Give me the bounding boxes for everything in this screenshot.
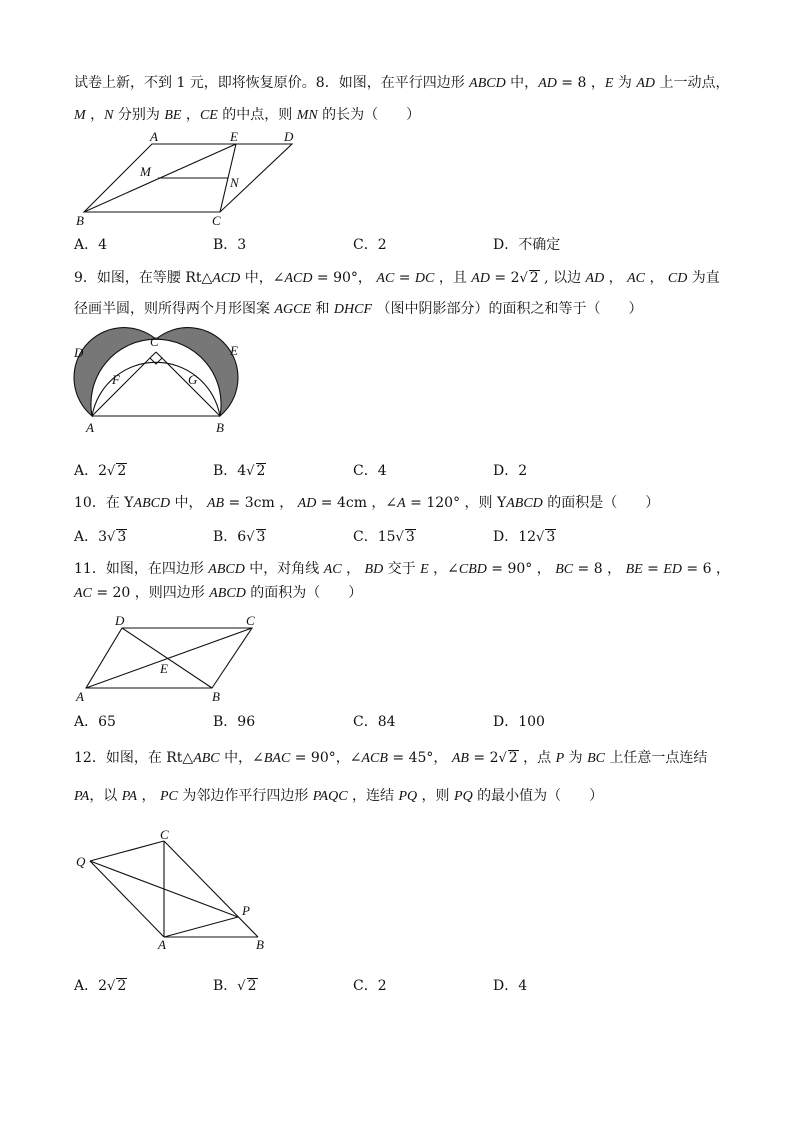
q12-option-b-text: B． <box>213 978 238 994</box>
q12-var: AB <box>451 751 469 766</box>
q10-option-b[interactable] <box>213 527 266 548</box>
q11-var: BE <box>625 562 643 577</box>
q10-text: 的面积是（ ） <box>542 495 660 511</box>
q12-label-b: B <box>256 937 264 952</box>
q12-option-a[interactable] <box>74 976 127 997</box>
q12-label-a: A <box>158 937 166 952</box>
q8-label-c: C <box>212 213 221 228</box>
q8-var: M <box>74 108 86 123</box>
sqrt-icon: √ <box>519 271 528 286</box>
q8-var: CE <box>199 108 218 123</box>
q9-label-g: G <box>188 372 198 387</box>
q12-var: BAC <box>263 751 291 766</box>
q12-text: = 45°， <box>387 750 452 766</box>
q10-var: AB <box>206 496 225 511</box>
q8-option-c[interactable]: C．2 <box>353 237 387 253</box>
q11-text: 中，对角线 <box>244 561 324 577</box>
q9-radicand: 2 <box>529 270 539 286</box>
q10-text: = 120° ，则 Y <box>405 495 507 511</box>
q11-option-a[interactable]: A．65 <box>74 714 116 730</box>
q9-label-e: E <box>230 343 238 358</box>
q11-text: = 6 ， <box>681 561 730 577</box>
q11-var: E <box>420 562 429 577</box>
q12-option-a-text: A．2 <box>74 978 108 994</box>
q8-var: N <box>104 108 114 123</box>
q11-label-b: B <box>212 689 220 704</box>
q9-var: AC <box>627 271 645 286</box>
q11-text: ， <box>341 561 365 577</box>
q11-label-d: D <box>115 613 125 628</box>
q12-text: 的最小值为（ ） <box>472 788 604 804</box>
q11-var: ABCD <box>208 562 245 577</box>
q10-option-d-text: D．12 <box>493 529 537 545</box>
q8-text: 上一动点， <box>655 75 730 91</box>
q9-right-angle-mark <box>150 358 162 364</box>
q9-option-c-text: C．4 <box>353 463 387 479</box>
q12-segment-ap <box>164 917 238 937</box>
q9-text: 9．如图，在等腰 Rt△ <box>74 270 213 286</box>
q8-var: ABCD <box>469 76 506 91</box>
q10-option-c[interactable] <box>353 527 416 548</box>
q11-text: = 90° ， <box>486 561 556 577</box>
q12-segment-qc <box>90 841 164 861</box>
q8-text: ， <box>181 107 200 123</box>
q11-text: 交于 <box>383 561 421 577</box>
q8-label-d: D <box>284 129 294 144</box>
sqrt-icon: √ <box>246 530 255 545</box>
q12-option-a-radicand: 2 <box>117 978 127 994</box>
q9-option-d-text: D．2 <box>493 463 528 479</box>
q12-text: 中，∠ <box>219 750 264 766</box>
q9-text: = <box>394 270 415 286</box>
q10-var: ABCD <box>133 496 171 511</box>
q12-stem-line1 <box>74 748 707 769</box>
q12-var: PQ <box>454 789 473 804</box>
q12-text: = 2 <box>468 750 499 766</box>
q9-option-d[interactable] <box>493 461 527 481</box>
q9-var: ACD <box>284 271 313 286</box>
q9-var: AGCE <box>274 302 312 317</box>
q9-label-d: D <box>74 345 84 360</box>
q8-label-m: M <box>140 164 151 179</box>
q8-text: 分别为 <box>113 107 165 123</box>
q8-stem-line2 <box>74 105 420 126</box>
q12-text: 为邻边作平行四边形 <box>177 788 313 804</box>
q9-text: = 90°， <box>312 270 377 286</box>
q10-stem-line1 <box>74 493 659 514</box>
q9-stem-line1 <box>74 268 720 289</box>
q12-text: 上任意一点连结 <box>604 750 708 766</box>
q9-option-c[interactable] <box>353 461 387 481</box>
q8-text: = 8 ， <box>556 75 605 91</box>
q10-text: = 4cm ，∠ <box>316 495 398 511</box>
q9-option-a-text: A．2 <box>74 463 108 479</box>
q12-segment-qa <box>90 861 164 937</box>
q12-parallelogram-figure <box>70 825 280 955</box>
q12-text: ， <box>137 788 160 804</box>
q9-label-f: F <box>112 372 120 387</box>
q9-var: DHCF <box>333 302 373 317</box>
q8-label-a: A <box>150 129 158 144</box>
q8-label-n: N <box>230 175 239 190</box>
q12-var: PC <box>159 789 178 804</box>
q8-option-b[interactable]: B．3 <box>213 237 247 253</box>
q9-lune-figure <box>70 330 260 440</box>
q12-option-d[interactable] <box>493 976 527 996</box>
q12-var: PA <box>121 789 138 804</box>
q11-diagonal-ac <box>86 628 252 688</box>
q11-var: BD <box>364 562 384 577</box>
q9-text: , 以边 <box>539 270 586 286</box>
q8-text: 为 <box>613 75 637 91</box>
sqrt-icon: √ <box>498 751 507 766</box>
q10-option-a[interactable] <box>74 527 127 548</box>
q8-label-e: E <box>230 129 238 144</box>
q8-text: 试卷上新，不到 1 元，即将恢复原价。8．如图，在平行四边形 <box>74 75 470 91</box>
q9-var: CD <box>667 271 688 286</box>
q12-label-q: Q <box>76 854 86 869</box>
sqrt-icon: √ <box>395 530 404 545</box>
q10-text: = 3cm ， <box>224 495 298 511</box>
q10-option-c-radicand: 3 <box>405 529 415 545</box>
q8-option-d[interactable]: D．不确定 <box>493 237 561 253</box>
q12-text: ，以 <box>89 788 122 804</box>
q12-text: 为 <box>564 750 588 766</box>
q11-text: = 8 ， <box>573 561 626 577</box>
q12-label-c: C <box>160 827 169 842</box>
q9-text: 中，∠ <box>240 270 285 286</box>
sqrt-icon: √ <box>536 530 545 545</box>
q9-big-semicircle <box>92 362 220 416</box>
q10-var: AD <box>297 496 317 511</box>
q12-option-b[interactable] <box>213 976 258 997</box>
q10-text: 10．在 Y <box>74 495 134 511</box>
q9-var: AD <box>585 271 605 286</box>
q9-text: 径画半圆，则所得两个月形图案 <box>74 301 275 317</box>
q8-parallelogram-figure <box>70 130 310 230</box>
sqrt-icon: √ <box>107 464 116 479</box>
q11-label-a: A <box>76 689 84 704</box>
sqrt-icon: √ <box>237 979 246 994</box>
q11-option-b[interactable]: B．96 <box>213 714 256 730</box>
q12-option-b-radicand: 2 <box>247 978 257 994</box>
q11-var: ABCD <box>209 586 246 601</box>
q12-radicand: 2 <box>508 750 518 766</box>
q12-var: BC <box>587 751 605 766</box>
q9-label-b: B <box>216 420 224 435</box>
q9-var: AD <box>471 271 490 286</box>
q11-quadrilateral-figure <box>70 610 270 705</box>
q9-var: ACD <box>212 271 241 286</box>
sqrt-icon: √ <box>246 464 255 479</box>
q12-label-p: P <box>242 903 250 918</box>
q9-stem-line2 <box>74 299 643 320</box>
q9-text: ， <box>604 270 628 286</box>
q8-option-a[interactable]: A．4 <box>74 237 108 253</box>
q8-text: ， <box>85 107 105 123</box>
q12-var: ABC <box>193 751 220 766</box>
q12-text: ，点 <box>518 750 556 766</box>
q11-text: = <box>642 561 664 577</box>
q11-var: AC <box>323 562 342 577</box>
q11-label-e: E <box>160 661 168 676</box>
sqrt-icon: √ <box>107 530 116 545</box>
q8-label-b: B <box>76 213 84 228</box>
q12-option-d-text: D．4 <box>493 978 528 994</box>
q10-option-c-text: C．15 <box>353 529 396 545</box>
q12-var: ACB <box>361 751 388 766</box>
q12-text: 12．如图，在 Rt△ <box>74 750 194 766</box>
q8-text: 中， <box>505 75 539 91</box>
q10-option-a-text: A．3 <box>74 529 108 545</box>
q9-option-a-radicand: 2 <box>117 463 127 479</box>
q8-var: BE <box>164 108 182 123</box>
q10-option-b-text: B．6 <box>213 529 247 545</box>
q11-text: = 20 ，则四边形 <box>91 585 210 601</box>
q12-segment-cb <box>164 841 258 937</box>
q12-text: ，连结 <box>347 788 399 804</box>
q9-var: DC <box>414 271 435 286</box>
sqrt-icon: √ <box>107 979 116 994</box>
q11-var: BC <box>555 562 574 577</box>
q8-text: 的中点，则 <box>217 107 297 123</box>
q12-var: P <box>555 751 565 766</box>
q11-var: CBD <box>458 562 487 577</box>
q10-var: A <box>397 496 406 511</box>
q12-var: PAQC <box>312 789 348 804</box>
q9-text: 和 <box>311 301 334 317</box>
q10-var: ABCD <box>506 496 543 511</box>
q12-var: PQ <box>398 789 418 804</box>
q11-text: 的面积为（ ） <box>245 585 363 601</box>
q11-option-d[interactable]: D．100 <box>493 714 545 730</box>
q11-stem-line1 <box>74 559 730 580</box>
q10-option-a-radicand: 3 <box>117 529 127 545</box>
q12-text: = 90°，∠ <box>290 750 362 766</box>
q9-text: （图中阴影部分）的面积之和等于（ ） <box>372 301 643 317</box>
q10-option-b-radicand: 3 <box>256 529 266 545</box>
q12-text: ，则 <box>417 788 455 804</box>
q9-option-a[interactable] <box>74 461 127 482</box>
q11-var: AC <box>74 586 92 601</box>
q11-option-c[interactable]: C．84 <box>353 714 396 730</box>
q9-label-c: C <box>150 334 159 349</box>
q12-var: PA <box>74 789 90 804</box>
q9-text: ，且 <box>434 270 472 286</box>
q10-text: 中， <box>170 495 207 511</box>
q8-text: 的长为（ ） <box>317 107 421 123</box>
q11-var: ED <box>663 562 682 577</box>
q11-stem-line2 <box>74 583 362 604</box>
q9-option-b-radicand: 2 <box>256 463 266 479</box>
q11-diagonal-bd <box>122 628 212 688</box>
q9-var: AC <box>376 271 395 286</box>
q8-var: MN <box>296 108 318 123</box>
q8-stem-line1 <box>74 73 729 94</box>
q12-option-c[interactable] <box>353 976 387 996</box>
q9-text: 为直 <box>687 270 720 286</box>
q11-text: 11．如图，在四边形 <box>74 561 209 577</box>
q9-option-b-text: B．4 <box>213 463 247 479</box>
q8-var: E <box>604 76 614 91</box>
q9-text: ， <box>645 270 668 286</box>
q9-label-a: A <box>86 420 94 435</box>
q9-text: = 2 <box>489 270 520 286</box>
q8-var: AD <box>636 76 655 91</box>
q12-stem-line2 <box>74 786 603 807</box>
q12-option-c-text: C．2 <box>353 978 387 994</box>
q10-option-d[interactable] <box>493 527 556 548</box>
q11-label-c: C <box>246 613 255 628</box>
q8-var: AD <box>538 76 557 91</box>
q9-option-b[interactable] <box>213 461 266 482</box>
q10-option-d-radicand: 3 <box>546 529 556 545</box>
q11-text: ，∠ <box>428 561 459 577</box>
